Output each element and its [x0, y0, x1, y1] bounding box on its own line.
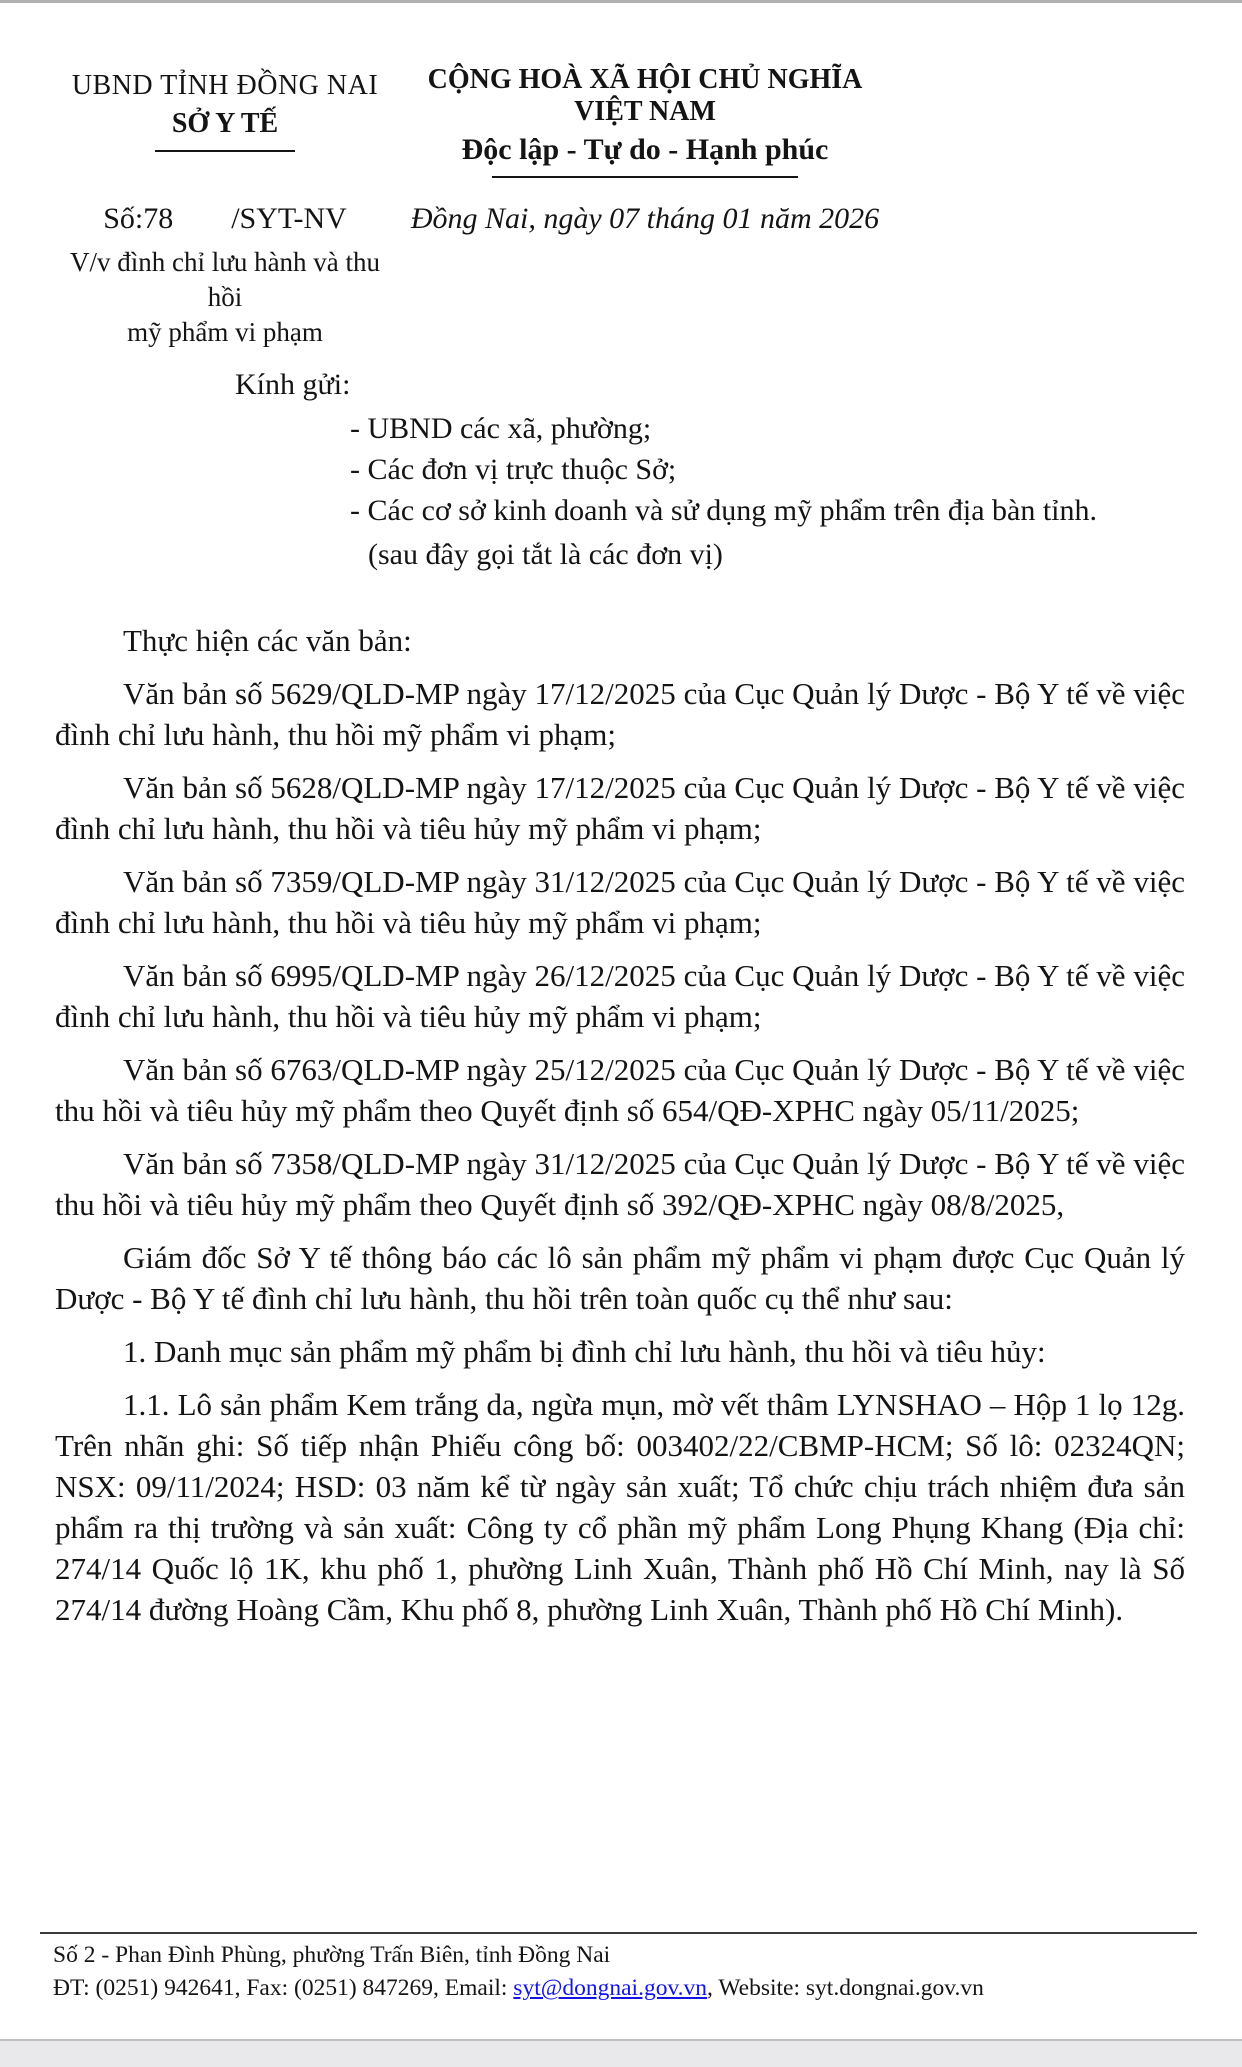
window-bottom-bar: [0, 2039, 1242, 2067]
body-paragraph: 1.1. Lô sản phẩm Kem trắng da, ngừa mụn, mờ vết thâm LYNSHAO – Hộp 1 lọ 12g. Trên nhãn ghi: Số tiếp nhận Phiếu công bố: 003402/22/CBMP-HCM; Số lô: 02324QN; NSX: 09/11/2024; HSD: 03 năm kể từ ngày sản xuất; Tổ chức chịu trách nhiệm đưa sản phẩm ra thị trường và sản xuất: Công ty cổ phần mỹ phẩm Long Phụng Khang (Địa chỉ: 274/14 Quốc lộ 1K, khu phố 1, phường Linh Xuân, Thành phố Hồ Chí Minh, nay là Số 274/14 đường Hoàng Cầm, Khu phố 8, phường Linh Xuân, Thành phố Hồ Chí Minh).: [55, 1386, 1185, 1627]
document-number: [55, 202, 395, 236]
document-meta-row: [55, 202, 1185, 236]
issuer-underline: [155, 150, 295, 152]
footer-address: Số 2 - Phan Đình Phùng, phường Trấn Biên, tỉnh Đồng Nai: [53, 1942, 611, 1968]
body-paragraph: Thực hiện các văn bản:: [123, 622, 412, 658]
email-link[interactable]: syt@dongnai.gov.vn: [513, 1975, 708, 2002]
body-paragraph: 1. Danh mục sản phẩm mỹ phẩm bị đình chỉ lưu hành, thu hồi và tiêu hủy:: [123, 1333, 1046, 1369]
issuer-dept: SỞ Y TẾ: [171, 108, 279, 139]
salutation-label: Kính gửi:: [235, 368, 351, 402]
body-paragraph: Văn bản số 7359/QLD-MP ngày 31/12/2025 của Cục Quản lý Dược - Bộ Y tế về việc đình chỉ lưu hành, thu hồi và tiêu hủy mỹ phẩm vi phạm;: [55, 863, 1185, 940]
recipients-note: (sau đây gọi tắt là các đơn vị): [368, 537, 723, 571]
body-paragraph: Văn bản số 5629/QLD-MP ngày 17/12/2025 của Cục Quản lý Dược - Bộ Y tế về việc đình chỉ lưu hành, thu hồi mỹ phẩm vi phạm;: [55, 675, 1185, 752]
footer-contact-prefix: ĐT: (0251) 942641, Fax: (0251) 847269, Email:: [53, 1975, 514, 2002]
motto-line1: CỘNG HOÀ XÃ HỘI CHỦ NGHĨA VIỆT NAM: [427, 64, 863, 127]
issuer-org: UBND TỈNH ĐỒNG NAI: [71, 70, 379, 101]
issuer-block: [55, 64, 395, 152]
body-paragraph: Văn bản số 6995/QLD-MP ngày 26/12/2025 của Cục Quản lý Dược - Bộ Y tế về việc đình chỉ lưu hành, thu hồi và tiêu hủy mỹ phẩm vi phạm;: [55, 957, 1185, 1034]
document-header: [55, 64, 1185, 178]
place-and-date: Đồng Nai, ngày 07 tháng 01 năm 2026: [410, 202, 880, 235]
recipient-list: [350, 410, 1185, 573]
body-paragraph: Giám đốc Sở Y tế thông báo các lô sản phẩm mỹ phẩm vi phạm được Cục Quản lý Dược - Bộ Y tế đình chỉ lưu hành, thu hồi trên toàn quốc cụ thể như sau:: [55, 1239, 1185, 1316]
body-paragraph: Văn bản số 7358/QLD-MP ngày 31/12/2025 của Cục Quản lý Dược - Bộ Y tế về việc thu hồi và tiêu hủy mỹ phẩm theo Quyết định số 392/QĐ-XPHC ngày 08/8/2025,: [55, 1145, 1185, 1222]
recipient-item: - Các cơ sở kinh doanh và sử dụng mỹ phẩm trên địa bàn tỉnh.: [350, 494, 1098, 528]
body-paragraph: Văn bản số 6763/QLD-MP ngày 25/12/2025 của Cục Quản lý Dược - Bộ Y tế về việc thu hồi và tiêu hủy mỹ phẩm theo Quyết định số 654/QĐ-XPHC ngày 05/11/2025;: [55, 1051, 1185, 1128]
motto-line2: Độc lập - Tự do - Hạnh phúc: [461, 133, 829, 166]
recipient-item: - UBND các xã, phường;: [350, 412, 652, 446]
body-paragraph: Văn bản số 5628/QLD-MP ngày 17/12/2025 của Cục Quản lý Dược - Bộ Y tế về việc đình chỉ lưu hành, thu hồi và tiêu hủy mỹ phẩm vi phạm;: [55, 769, 1185, 846]
subject-line1: V/v đình chỉ lưu hành và thu hồi: [69, 247, 381, 313]
footer-contact-suffix: , Website: syt.dongnai.gov.vn: [707, 1975, 984, 2002]
window-top-strip: [0, 0, 1242, 3]
document-number-prefix: Số:78: [103, 202, 174, 235]
footer-contact: [53, 1972, 1197, 2005]
motto-underline: [492, 176, 798, 178]
subject-line2: mỹ phẩm vi phạm: [127, 317, 323, 348]
national-motto-block: [395, 64, 895, 178]
document-number-suffix: /SYT-NV: [231, 202, 347, 235]
document-body: [55, 620, 1185, 1630]
recipient-item: - Các đơn vị trực thuộc Sở;: [350, 453, 677, 487]
document-footer: [40, 1932, 1197, 2006]
document-subject: [55, 245, 395, 350]
